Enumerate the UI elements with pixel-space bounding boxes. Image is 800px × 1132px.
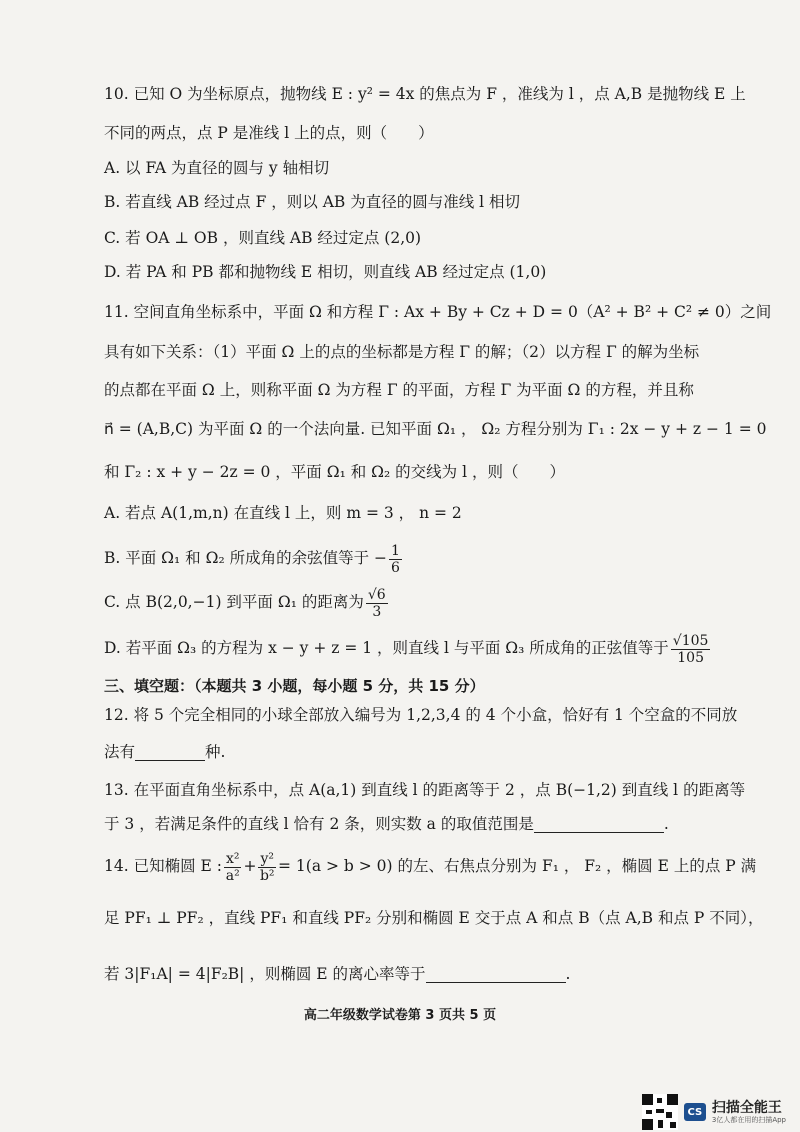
q10-option-c: C. 若 OA ⊥ OB ，则直线 AB 经过定点 (2,0)	[104, 229, 422, 247]
q11-option-c-fraction	[366, 587, 388, 620]
watermark-subtitle: 3亿人都在用的扫描App	[711, 1115, 786, 1124]
watermark-text	[712, 1100, 786, 1125]
watermark-title: 扫描全能王	[711, 1099, 782, 1116]
q11-option-b-numerator: 1	[391, 542, 400, 559]
q14-line-3-suffix: .	[565, 965, 571, 983]
q13-answer-blank[interactable]	[534, 816, 664, 833]
q11-option-d-text: D. 若平面 Ω₃ 的方程为 x − y + z = 1 ，则直线 l 与平面 Ω₃ 所成角的正弦值等于	[104, 639, 669, 657]
q12-line-2-prefix: 法有	[104, 743, 136, 761]
q10-option-a: A. 以 FA 为直径的圆与 y 轴相切	[104, 159, 330, 177]
q11-option-d-fraction	[671, 633, 711, 666]
q11-option-d	[104, 630, 730, 666]
q11-option-b-text: B. 平面 Ω₁ 和 Ω₂ 所成角的余弦值等于 −	[104, 549, 387, 567]
q10-option-d: D. 若 PA 和 PB 都和抛物线 E 相切，则直线 AB 经过定点 (1,0)	[104, 263, 547, 281]
q11-option-d-numerator: √105	[672, 632, 709, 649]
q14-fraction-x-numerator: x²	[225, 850, 240, 867]
q13-line-2	[104, 814, 730, 834]
q14-fraction-x	[224, 851, 242, 884]
q14-fraction-y	[258, 851, 276, 884]
q14-line-3-prefix: 若 3|F₁A| = 4|F₂B| ，则椭圆 E 的离心率等于	[104, 965, 426, 983]
camscanner-logo-icon: CS	[684, 1103, 706, 1121]
q11-line-2: 具有如下关系：（1）平面 Ω 上的点的坐标都是方程 Γ 的解；（2）以方程 Γ 的解为坐标	[104, 343, 700, 361]
q14-line-2: 足 PF₁ ⊥ PF₂ ，直线 PF₁ 和直线 PF₂ 分别和椭圆 E 交于点 A 和点 B（点 A,B 和点 P 不同），	[104, 909, 764, 927]
q12-line-1: 12. 将 5 个完全相同的小球全部放入编号为 1,2,3,4 的 4 个小盒，恰好有 1 个空盒的不同放	[104, 706, 738, 724]
q14-answer-blank[interactable]	[426, 966, 566, 983]
q14-line-3	[104, 964, 730, 984]
q11-option-c-numerator: √6	[367, 586, 386, 603]
q14-fraction-x-denominator: a²	[225, 867, 240, 884]
q14-fraction-y-denominator: b²	[259, 867, 275, 884]
q11-option-a: A. 若点 A(1,m,n) 在直线 l 上，则 m = 3 ， n = 2	[104, 504, 462, 522]
q11-option-c-text: C. 点 B(2,0,−1) 到平面 Ω₁ 的距离为	[104, 593, 364, 611]
q11-option-c	[104, 584, 730, 620]
scanner-watermark	[642, 1094, 786, 1130]
q14-line-1-suffix: = 1(a > b > 0) 的左、右焦点分别为 F₁ ， F₂ ，椭圆 E 上的点 P 满	[278, 857, 757, 875]
q13-line-2-suffix: .	[663, 815, 669, 833]
q11-option-d-denominator: 105	[677, 649, 704, 666]
q12-line-2	[104, 742, 730, 762]
q10-line-2: 不同的两点，点 P 是准线 l 上的点，则（ ）	[104, 124, 434, 142]
q11-line-4: n⃗ = (A,B,C) 为平面 Ω 的一个法向量. 已知平面 Ω₁ ， Ω₂ 方程分别为 Γ₁ : 2x − y + z − 1 = 0	[104, 420, 767, 438]
q11-option-b	[104, 540, 730, 576]
q14-line-1-prefix: 14. 已知椭圆 E :	[104, 857, 222, 875]
q12-answer-blank[interactable]	[135, 744, 205, 761]
q14-line-1	[104, 846, 757, 886]
q11-option-b-fraction	[389, 543, 402, 576]
q13-line-2-prefix: 于 3 ，若满足条件的直线 l 恰有 2 条，则实数 a 的取值范围是	[104, 815, 534, 833]
q11-line-3: 的点都在平面 Ω 上，则称平面 Ω 为方程 Γ 的平面，方程 Γ 为平面 Ω 的方程，并且称	[104, 381, 694, 399]
q10-line-1: 10. 已知 O 为坐标原点，抛物线 E : y² = 4x 的焦点为 F ，准线为 l ，点 A,B 是抛物线 E 上	[104, 85, 746, 103]
q11-option-b-denominator: 6	[391, 559, 400, 576]
page-footer: 高二年级数学试卷第 3 页共 5 页	[303, 1008, 497, 1023]
q11-option-c-denominator: 3	[372, 603, 382, 620]
q14-plus-sign: +	[243, 857, 257, 875]
qr-code-icon	[642, 1094, 678, 1130]
q12-line-2-suffix: 种.	[205, 743, 226, 761]
q11-line-1: 11. 空间直角坐标系中，平面 Ω 和方程 Γ : Ax + By + Cz + D = 0（A² + B² + C² ≠ 0）之间	[104, 303, 772, 321]
q11-line-5: 和 Γ₂ : x + y − 2z = 0 ，平面 Ω₁ 和 Ω₂ 的交线为 l ，则（ ）	[104, 463, 565, 481]
q14-fraction-y-numerator: y²	[260, 850, 275, 867]
section-3-heading: 三、填空题：（本题共 3 小题，每小题 5 分，共 15 分）	[104, 677, 485, 695]
q10-option-b: B. 若直线 AB 经过点 F ，则以 AB 为直径的圆与准线 l 相切	[104, 193, 521, 211]
q13-line-1: 13. 在平面直角坐标系中，点 A(a,1) 到直线 l 的距离等于 2 ，点 B(−1,2) 到直线 l 的距离等	[104, 781, 746, 799]
